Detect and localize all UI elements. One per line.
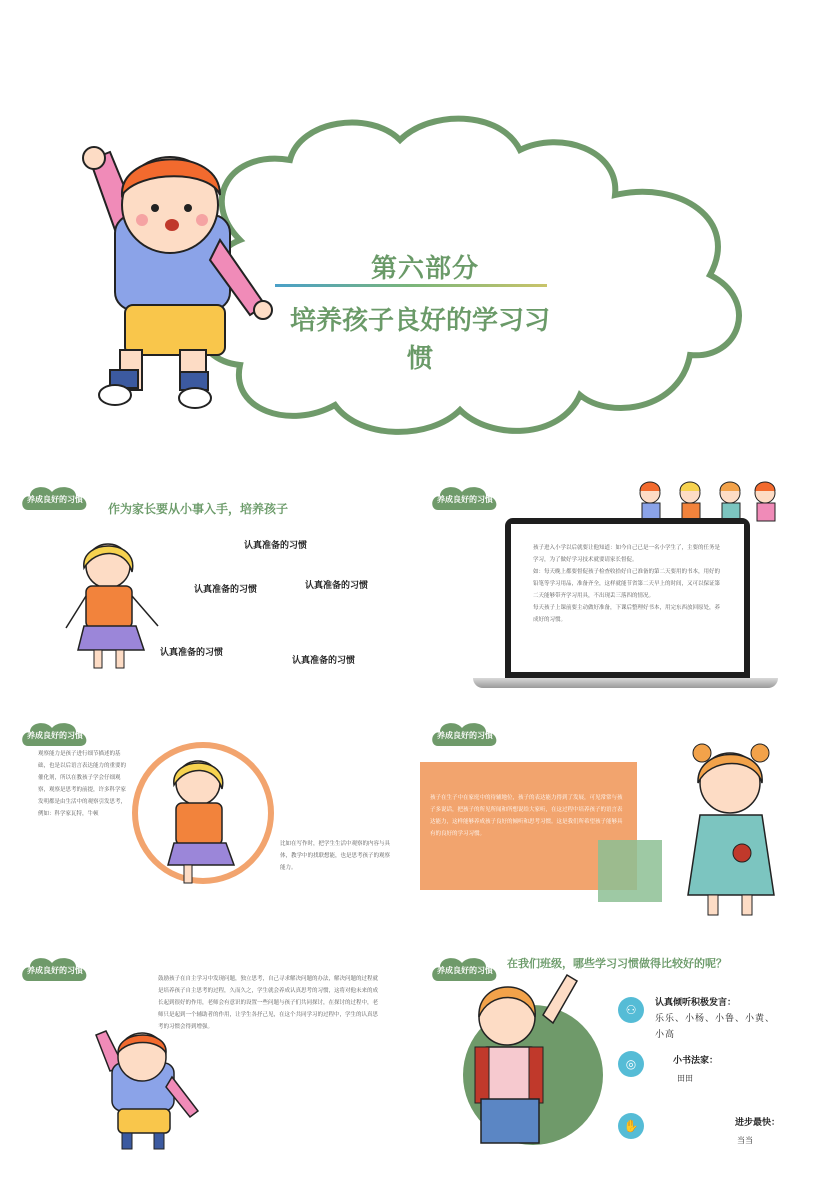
hand-icon: ✋: [618, 1113, 644, 1139]
tag-label: 养成良好的习惯: [27, 966, 83, 975]
people-icon: ⚇: [618, 997, 644, 1023]
screen-paragraph: 孩子进入小学以后就要让他知道：如今自己已是一名小学生了，主要的任务是学习，为了做好学习技术就要请家长督促。: [533, 545, 721, 563]
habit-item: 认真准备的习惯: [160, 648, 224, 658]
habit-tag: [430, 484, 500, 518]
slide-expression: [415, 710, 830, 945]
slide-observation: [0, 710, 415, 945]
habit-tag: [430, 720, 500, 754]
expression-text: 孩子在生子中在家庭中的待辅地位，孩子的表达能力得到了发展，可见常常与孩子多说话，把孩子的所见所闻和所想说给大家听，在这过程中培养孩子的语言表达能力，这样能够养成孩子良好的倾听和思考习惯。这是我们所希望孩子能够具有的良好的学习习惯。: [430, 795, 623, 837]
habit-item: 认真准备的习惯: [194, 585, 258, 595]
award-names: 当当: [737, 1136, 753, 1145]
tag-label: 养成良好的习惯: [437, 731, 493, 740]
habit-tag: [20, 955, 90, 989]
hero-slide: [0, 0, 830, 465]
screen-paragraph: 如：每天晚上都要督促孩子检查收拾好自己准备的第二天要用的书本，用好的铅笔等学习用品，准备齐全，这样就能节省第二天早上的时间，又可以保证第二天能够带齐学习用具，不出现丢三落四的情况。: [533, 569, 721, 599]
girl-illustration: [150, 755, 255, 885]
tag-label: 养成良好的习惯: [437, 966, 493, 975]
slide-parents-habits: [0, 470, 415, 710]
section-number: 第六部分: [370, 254, 479, 284]
slide-independent-thinking: [0, 945, 415, 1191]
slide-heading: 作为家长要从小事入手，培养孩子: [108, 502, 289, 516]
award-title: 进步最快：: [735, 1118, 781, 1128]
slide-laptop: [415, 470, 830, 710]
cheering-girl-illustration: [467, 967, 587, 1167]
observation-text: 观察能力是孩子进行细节描述的基础，也是以后语言表达能力的重要的催化剂，所以在教孩子学会仔细观察，观察是思考的前提，许多科学家发明都是由生活中的观察引发思考，例如：科学家瓦特，牛顿: [38, 751, 127, 817]
screen-paragraph: 每天孩子上课前要主动做好准备，下课后整理好书本，用完东西放回原处，养成好的习惯。: [533, 605, 721, 623]
green-accent-square: [598, 840, 662, 902]
award-title: 认真倾听积极发言：: [655, 998, 737, 1008]
class-question: 在我们班级，哪些学习习惯做得比较好的呢？: [507, 957, 727, 970]
habit-tag: [20, 484, 90, 518]
waving-kid-illustration: [70, 140, 280, 420]
section-title: 培养孩子良好的学习习惯: [289, 306, 550, 374]
award-names: 乐乐、小杨、小鲁、小黄、小高: [655, 1014, 776, 1040]
target-icon: ◎: [618, 1051, 644, 1077]
laptop-screen: [511, 524, 744, 672]
habit-item: 认真准备的习惯: [305, 581, 369, 591]
girl-illustration: [60, 538, 165, 673]
tag-label: 养成良好的习惯: [27, 731, 83, 740]
thinking-text: 鼓励孩子在自主学习中发现问题，独立思考，自己寻求解决问题的办法，解决问题的过程就是培养孩子自主思考的过程，久而久之，学生就会养成认真思考的习惯，这将对他未来的成长起到很好的作用，老师会有意识的设置一些问题与孩子们共同探讨，在探讨的过程中，老师只是起到一个辅助者的作用，让学生各抒己见，在这个共同学习的过程中，学生的认真思考的习惯会得到增强。: [158, 976, 379, 1030]
habit-item: 认真准备的习惯: [292, 656, 356, 666]
title-divider: [275, 284, 547, 287]
girl-with-bag-illustration: [670, 735, 830, 925]
slide-class-habits: [415, 945, 830, 1191]
habit-item: 认真准备的习惯: [244, 541, 308, 551]
observation-text-right: 比如在写作时，把学生生活中观察的内容与具体，教学中的找联想能，也是思考孩子的观察能力。: [280, 841, 390, 871]
award-title: 小书法家：: [673, 1056, 719, 1066]
tag-label: 养成良好的习惯: [437, 495, 493, 504]
award-names: 田田: [677, 1074, 693, 1083]
tag-label: 养成良好的习惯: [27, 495, 83, 504]
waving-kid-illustration: [88, 1025, 208, 1155]
laptop-base: [473, 678, 778, 688]
